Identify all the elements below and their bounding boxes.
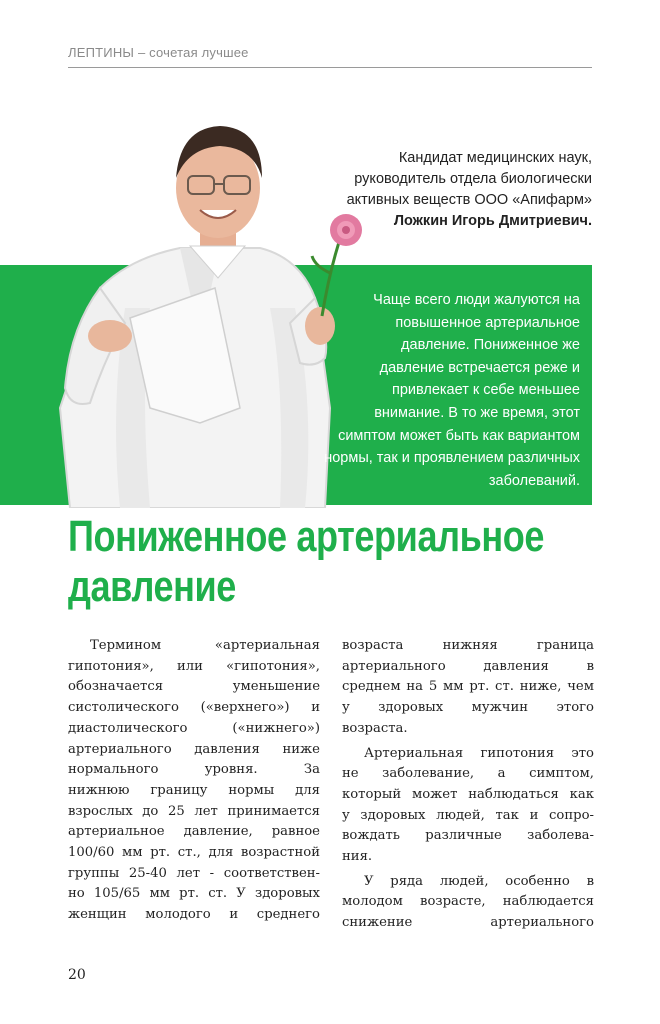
body-line: артериального давления ниже	[68, 741, 320, 757]
intro-line: повышенное артериальное	[395, 314, 580, 331]
body-line: группы 25-40 лет - соответствен-	[68, 865, 320, 881]
body-line: обозначается уменьшение	[68, 679, 320, 695]
body-line: нижнюю границу нормы для	[68, 782, 320, 798]
title-line: Пониженное артериальное	[68, 512, 545, 561]
intro-line: нормы, так и проявлением различных	[324, 450, 580, 467]
author-title-line: Кандидат медицинских наук,	[398, 150, 592, 166]
article-title	[68, 512, 545, 612]
running-header: ЛЕПТИНЫ – сочетая лучшее	[68, 45, 249, 60]
body-line: возраста.	[342, 720, 408, 736]
body-line: взрослых до 25 лет принимается	[68, 803, 320, 819]
intro-line: внимание. В то же время, этот	[374, 404, 580, 421]
body-line: но 105/65 мм рт. ст. У здоровых	[68, 886, 320, 902]
intro-line: давление встречается реже и	[379, 359, 580, 376]
intro-text	[280, 289, 580, 492]
body-line: вождать различные заболева-	[342, 828, 594, 844]
author-name: Ложкин Игорь Дмитриевич.	[393, 213, 592, 229]
author-title-line: руководитель отдела биологически	[354, 171, 592, 187]
body-line: систолического («верхнего») и	[68, 700, 320, 716]
body-line: Термином «артериальная	[90, 638, 320, 653]
body-line: молодом возрасте, наблюдается	[342, 894, 594, 910]
author-block	[292, 148, 592, 232]
body-line: артериальное давление, равное	[68, 824, 320, 840]
body-line: диастолического («нижнего»)	[68, 720, 320, 736]
intro-line: заболеваний.	[488, 472, 580, 489]
body-line: Артериальная гипотония это	[364, 745, 594, 761]
header-rule	[68, 67, 592, 68]
body-line: у здоровых людей, так и сопро-	[342, 807, 594, 823]
body-line: У ряда людей, особенно в	[364, 873, 594, 889]
page-number: 20	[68, 967, 86, 983]
body-column-left	[68, 636, 320, 926]
body-line: 100/60 мм рт. ст., для возрастной	[68, 845, 320, 861]
body-line: возраста нижняя граница	[342, 638, 594, 653]
intro-line: симптом может быть как вариантом	[338, 427, 580, 444]
body-line: нормального уровня. За	[68, 762, 320, 778]
body-line: у здоровых мужчин этого	[342, 700, 594, 716]
intro-line: давление. Пониженное же	[401, 337, 580, 354]
body-line: женщин молодого и среднего	[68, 907, 320, 923]
intro-line: Чаще всего люди жалуются на	[373, 292, 580, 308]
body-line: гипотония», или «гипотония»,	[68, 658, 320, 674]
body-column-right	[342, 636, 594, 934]
title-line: давление	[68, 562, 236, 611]
intro-line: привлекает к себе меньшее	[391, 382, 580, 399]
body-line: среднем на 5 мм рт. ст. ниже, чем	[342, 679, 594, 695]
body-line: снижение артериального	[342, 915, 594, 931]
body-line: ния.	[342, 849, 373, 865]
body-line: не заболевание, а симптом,	[342, 766, 594, 782]
author-title-line: активных веществ ООО «Апифарм»	[346, 192, 592, 208]
body-line: артериального давления в	[342, 658, 594, 674]
body-line: который может наблюдаться как	[342, 786, 594, 802]
